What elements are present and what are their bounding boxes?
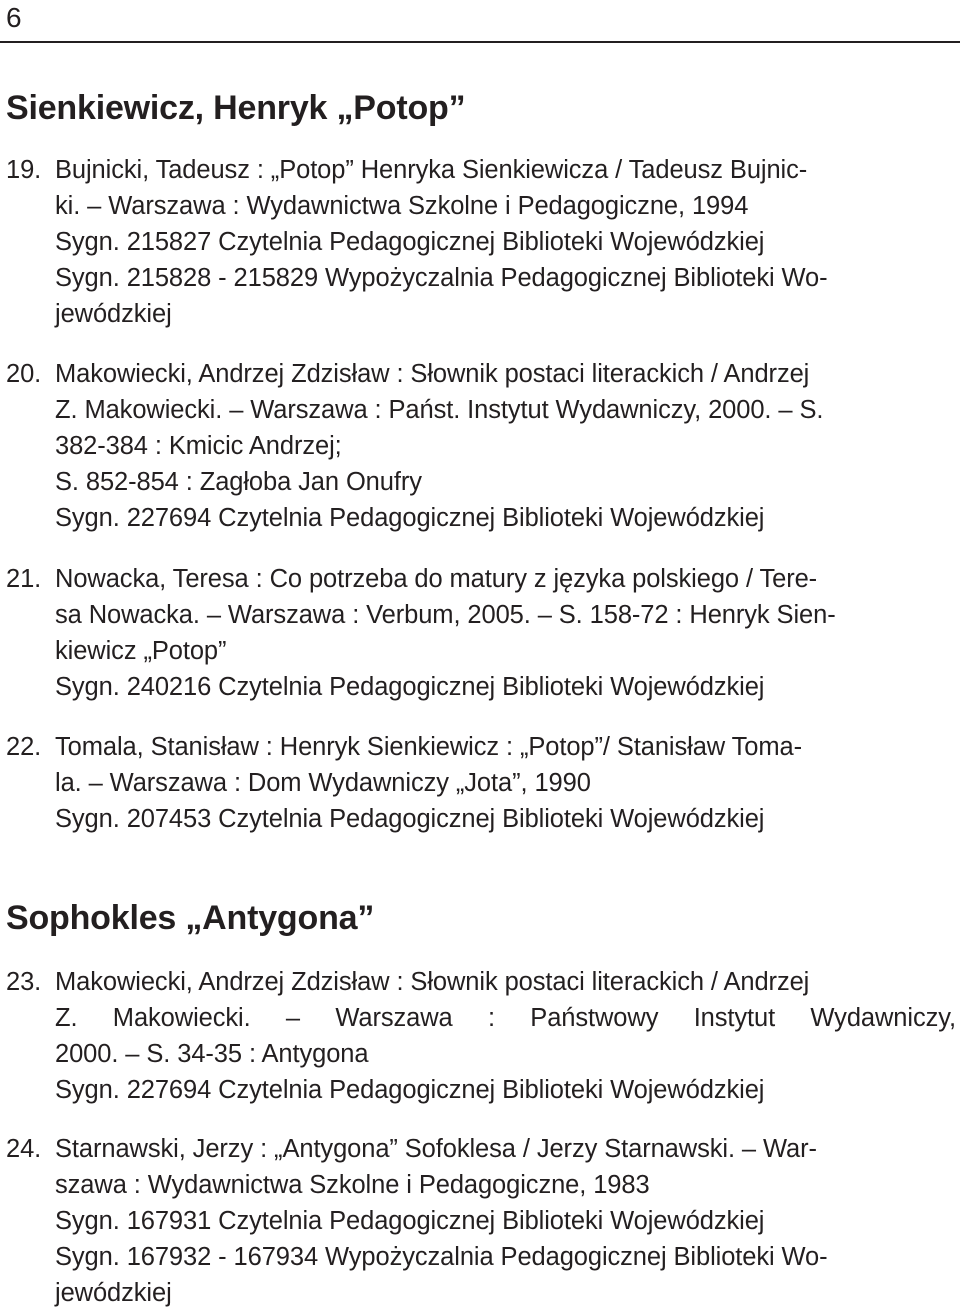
entry-line: Sygn. 167931 Czytelnia Pedagogicznej Biblioteki Wojewódzkiej xyxy=(55,1207,765,1235)
entry-line: 2000. – S. 34-35 : Antygona xyxy=(55,1040,369,1068)
section-heading-sophokles: Sophokles „Antygona” xyxy=(6,899,375,937)
entry-line: Sygn. 207453 Czytelnia Pedagogicznej Biblioteki Wojewódzkiej xyxy=(55,805,765,833)
entry-number: 21. xyxy=(6,565,42,593)
bibliography-entry-24 xyxy=(6,1131,956,1311)
entry-line: szawa : Wydawnictwa Szkolne i Pedagogiczne, 1983 xyxy=(55,1171,650,1199)
section-heading-sienkiewicz: Sienkiewicz, Henryk „Potop” xyxy=(6,89,466,127)
entry-line: Sygn. 215827 Czytelnia Pedagogicznej Biblioteki Wojewódzkiej xyxy=(55,228,765,256)
entry-line: ki. – Warszawa : Wydawnictwa Szkolne i Pedagogiczne, 1994 xyxy=(55,192,749,220)
entry-line: Sygn. 240216 Czytelnia Pedagogicznej Biblioteki Wojewódzkiej xyxy=(55,673,765,701)
entry-line: jewódzkiej xyxy=(55,1279,172,1307)
entry-line: kiewicz „Potop” xyxy=(55,637,227,665)
entry-line: Sygn. 215828 - 215829 Wypożyczalnia Pedagogicznej Biblioteki Wo- xyxy=(55,264,828,292)
entry-line: 382-384 : Kmicic Andrzej; xyxy=(55,432,342,460)
entry-number: 23. xyxy=(6,968,42,996)
entry-line: Makowiecki, Andrzej Zdzisław : Słownik postaci literackich / Andrzej xyxy=(55,968,810,996)
entry-number: 20. xyxy=(6,360,42,388)
entry-line: Sygn. 227694 Czytelnia Pedagogicznej Biblioteki Wojewódzkiej xyxy=(55,504,765,532)
entry-line: Z. Makowiecki. – Warszawa : Państ. Instytut Wydawniczy, 2000. – S. xyxy=(55,396,824,424)
entry-line: Sygn. 167932 - 167934 Wypożyczalnia Pedagogicznej Biblioteki Wo- xyxy=(55,1243,828,1271)
bibliography-entry-22 xyxy=(6,729,956,837)
entry-line: jewódzkiej xyxy=(55,300,172,328)
bibliography-entry-20 xyxy=(6,356,956,536)
entry-line: Tomala, Stanisław : Henryk Sienkiewicz : „Potop”/ Stanisław Toma- xyxy=(55,733,802,761)
entry-line: Makowiecki, Andrzej Zdzisław : Słownik postaci literackich / Andrzej xyxy=(55,360,810,388)
entry-number: 24. xyxy=(6,1135,42,1163)
entry-line: Sygn. 227694 Czytelnia Pedagogicznej Biblioteki Wojewódzkiej xyxy=(55,1076,765,1104)
entry-number: 22. xyxy=(6,733,42,761)
entry-line: Starnawski, Jerzy : „Antygona” Sofoklesa / Jerzy Starnawski. – War- xyxy=(55,1135,817,1163)
bibliography-entry-23 xyxy=(6,964,956,1108)
bibliography-entry-19 xyxy=(6,152,956,332)
entry-line: Bujnicki, Tadeusz : „Potop” Henryka Sienkiewicza / Tadeusz Bujnic- xyxy=(55,156,808,184)
entry-line: Z. Makowiecki. – Warszawa : Państwowy Instytut Wydawniczy, xyxy=(55,1004,956,1032)
entry-line: la. – Warszawa : Dom Wydawniczy „Jota”, 1990 xyxy=(55,769,591,797)
entry-number: 19. xyxy=(6,156,42,184)
entry-line: sa Nowacka. – Warszawa : Verbum, 2005. – S. 158-72 : Henryk Sien- xyxy=(55,601,836,629)
entry-line: Nowacka, Teresa : Co potrzeba do matury z języka polskiego / Tere- xyxy=(55,565,818,593)
page-number: 6 xyxy=(6,2,22,33)
entry-line: S. 852-854 : Zagłoba Jan Onufry xyxy=(55,468,422,496)
header-rule xyxy=(0,41,960,43)
bibliography-entry-21 xyxy=(6,561,956,705)
